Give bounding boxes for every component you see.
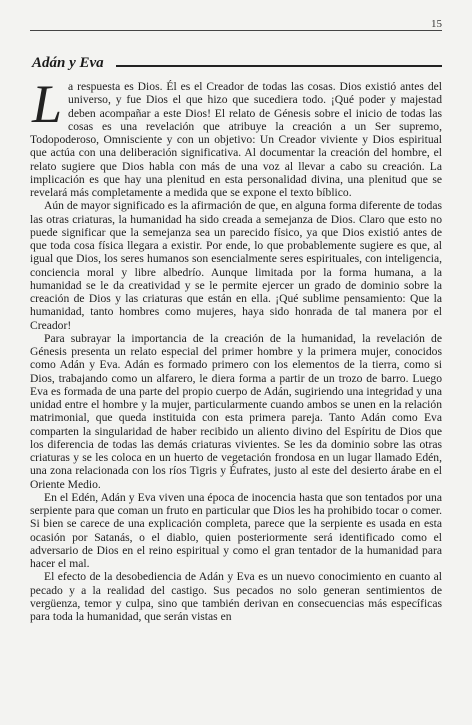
paragraph-5: El efecto de la desobediencia de Adán y Eva es un nuevo conocimiento en cuanto al pecado y a la realidad del castigo. Sus pecados no solo generan sentimientos de vergüenza, temor y culpa, sino que también derivan en consecuencias más específicas para toda la humanidad, que serán vistas en: [30, 570, 442, 623]
page-number: 15: [431, 18, 442, 30]
title-rule: [116, 65, 442, 67]
drop-cap: L: [32, 74, 63, 134]
article-body: [30, 74, 442, 623]
paragraph-1-text: a respuesta es Dios. Él es el Creador de todas las cosas. Dios existió antes del universo, y fue Dios el que hizo que sucediera todo. ¡Qué poder y majestad deben acompañar a este Dios! El relato de Génesis sobre el inicio de todas las cosas es una revelación que atribuye la creación a un Ser supremo, Todopoderoso, Omnisciente y con un objetivo: Un Creador viviente y Dios espiritual que actúa con una deliberación significativa. Al documentar la creación del hombre, el relato sugiere que Dios habla con más de una voz al llevar a cabo su creación. La implicación es que hay una plenitud en esta personalidad divina, una plenitud que se revelará más completamente a medida que se expone el texto bíblico.: [30, 80, 442, 199]
paragraph-1: [30, 74, 442, 199]
section-title: Adán y Eva: [32, 55, 104, 71]
top-rule: [30, 30, 442, 31]
paragraph-4: En el Edén, Adán y Eva viven una época de inocencia hasta que son tentados por una serpiente para que coman un fruto en particular que Dios les ha prohibido tocar o comer. Si bien se carece de una explicación completa, parece que la serpiente es usada en esta ocasión por Satanás, o el diablo, quien posteriormente será identificado como el adversario de Dios en el reino espiritual y como el gran tentador de la humanidad para hacer el mal.: [30, 490, 442, 570]
paragraph-2: Aún de mayor significado es la afirmación de que, en alguna forma diferente de todas las otras criaturas, la humanidad ha sido creada a semejanza de Dios. Claro que esto no puede significar que la semejanza sea un parecido físico, ya que Dios existió antes de que toda cosa física llegara a existir. Por ende, lo que probablemente sugiere es que, al igual que Dios, los seres humanos son esencialmente seres espirituales, con inteligencia, conciencia moral y libre albedrío. Aunque limitada por la forma humana, a la humanidad se le da creatividad y se le permite ejercer un grado de dominio sobre la creación de Dios y las criaturas que están en ella. ¡Qué sublime pensamiento: Que la humanidad, tanto hombres como mujeres, haya sido honrada de tal manera por el Creador!: [30, 199, 442, 332]
section-header: [30, 55, 442, 75]
paragraph-3: Para subrayar la importancia de la creación de la humanidad, la revelación de Génesis presenta un relato especial del primer hombre y la primera mujer, conocidos como Adán y Eva. Adán es formado primero con los elementos de la tierra, como si Dios, trabajando como un alfarero, le diera forma a partir de un trozo de barro. Luego Eva es formada de una parte del propio cuerpo de Adán, sugiriendo una integridad y una unidad entre el hombre y la mujer, particularmente cuando ambos se unen en la relación matrimonial, que queda instituida con esta primera pareja. Tanto Adán como Eva comparten la singularidad de haber recibido un aliento divino del Espíritu de Dios que los diferencia de todas las demás criaturas vivientes. Se les da dominio sobre las otras criaturas y se les coloca en un huerto de vegetación frondosa en un lugar llamado Edén, una zona relacionada con los ríos Tigris y Éufrates, justo al este del desierto árabe en el Oriente Medio.: [30, 331, 442, 491]
